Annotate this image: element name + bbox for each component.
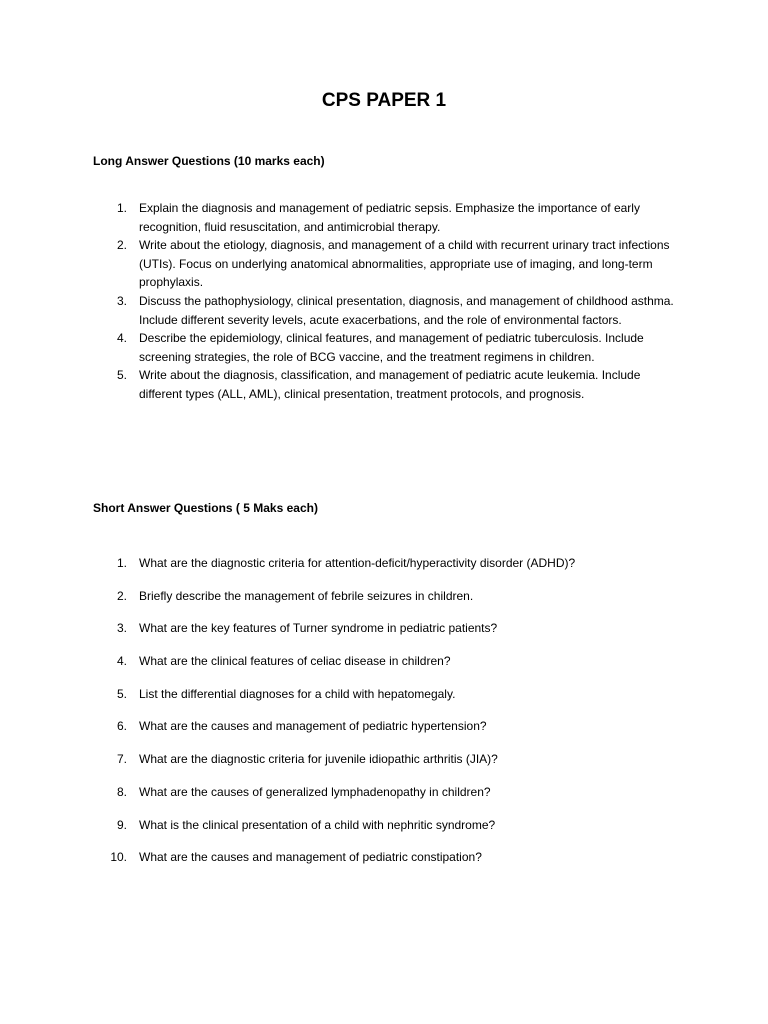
question-text: Write about the etiology, diagnosis, and management of a child with recurrent urinary tract infections (UTIs). Focus on underlying anatomical abnormalities, appropriate use of imaging, and long-term prophylaxis. [139,238,670,290]
question-text: What are the causes and management of pediatric hypertension? [139,719,487,734]
question-number: 10. [110,850,127,865]
short-question-item [0,587,699,620]
short-question-item [0,685,699,718]
question-number: 7. [116,752,127,767]
question-number: 3. [116,621,127,636]
question-text: Discuss the pathophysiology, clinical presentation, diagnosis, and management of childhood asthma. Include different severity levels, acute exacerbations, and the role of environmental factors. [139,293,674,327]
question-number: 6. [116,719,127,734]
long-question-item [0,236,679,292]
question-number: 1. [116,556,127,570]
question-text: What are the clinical features of celiac disease in children? [139,654,451,669]
short-question-item [0,848,699,881]
question-text: What are the causes and management of pediatric constipation? [139,850,482,865]
short-question-item [0,717,699,750]
question-text: Briefly describe the management of febrile seizures in children. [139,588,474,603]
question-text: What are the causes of generalized lymphadenopathy in children? [139,784,491,799]
question-text: Describe the epidemiology, clinical features, and management of pediatric tuberculosis. Include screening strategies, the role of BCG vaccine, and the treatment regimens in children. [139,331,644,364]
question-number: 1. [116,201,127,215]
question-text: Write about the diagnosis, classification, and management of pediatric acute leukemia. Include different types (ALL, AML), clinical presentation, treatment protocols, and prognosis. [139,368,641,401]
short-question-item [0,619,699,652]
short-question-item [0,816,699,849]
long-question-item [0,329,679,366]
question-number: 4. [116,331,127,346]
short-question-item [0,652,699,685]
question-number: 5. [116,686,127,701]
page-title: CPS PAPER 1 [321,90,447,111]
question-text: What are the diagnostic criteria for attention-deficit/hyperactivity disorder (ADHD)? [139,556,576,570]
question-text: What are the key features of Turner syndrome in pediatric patients? [139,621,498,636]
long-answer-list [0,199,768,404]
long-question-item [0,366,679,403]
short-question-item [0,554,699,587]
question-number: 2. [116,238,127,253]
question-number: 2. [116,588,127,603]
short-answer-heading: Short Answer Questions ( 5 Maks each) [93,501,318,515]
question-number: 3. [116,293,127,308]
long-answer-heading: Long Answer Questions (10 marks each) [93,154,325,168]
question-text: What are the diagnostic criteria for juvenile idiopathic arthritis (JIA)? [139,752,498,767]
question-number: 8. [116,784,127,799]
question-text: Explain the diagnosis and management of pediatric sepsis. Emphasize the importance of early recognition, fluid resuscitation, and antimicrobial therapy. [139,201,640,234]
question-number: 5. [116,368,127,383]
question-number: 9. [116,817,127,832]
long-question-item [0,199,679,236]
question-text: What is the clinical presentation of a child with nephritic syndrome? [139,817,496,832]
question-number: 4. [116,654,127,669]
question-text: List the differential diagnoses for a child with hepatomegaly. [139,686,456,701]
short-question-item [0,783,699,816]
long-question-item [0,292,679,329]
short-question-item [0,750,699,783]
short-answer-list [0,554,768,881]
